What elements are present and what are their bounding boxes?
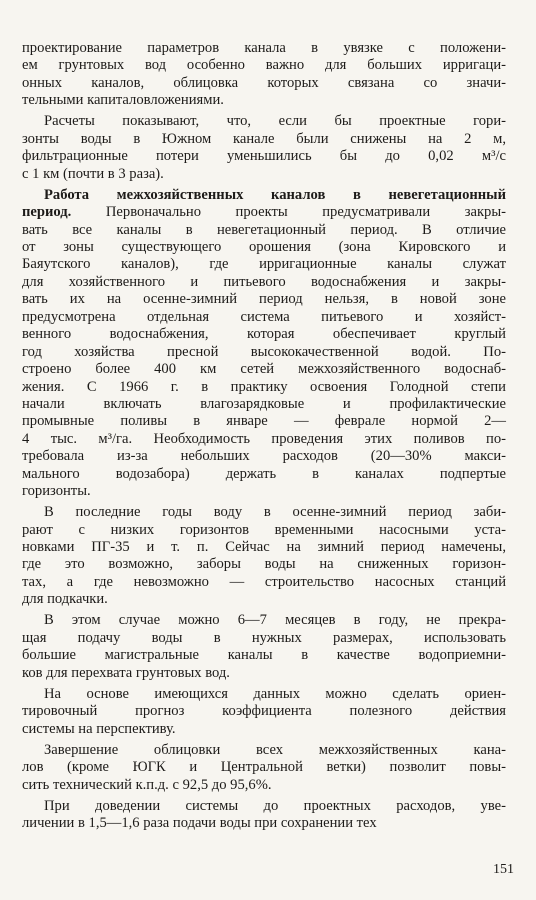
- text-line: горизонты.: [22, 483, 91, 500]
- text-line: личении в 1,5—1,6 раза подачи воды при сохранении тех: [22, 814, 377, 831]
- text-line: мального водозабора) держать в каналах подпертые: [22, 465, 506, 482]
- text-line: [22, 204, 506, 221]
- paragraph-p3: [22, 187, 506, 501]
- text-line: где это возможно, заборы воды на сниженных горизон-: [22, 556, 506, 573]
- text-line: с 1 км (почти в 3 раза).: [22, 165, 164, 182]
- text-line: тировочный прогноз коэффициента полезного действия: [22, 703, 506, 720]
- text-line: от зоны существующего орошения (зона Кировского и: [22, 239, 506, 255]
- text-line: предусмотрена отдельная система питьевого и хозяйст-: [22, 308, 506, 325]
- text-line: онных каналов, облицовка которых связана со значи-: [22, 74, 506, 91]
- text-line: щая подачу воды в нужных размерах, использовать: [22, 629, 506, 646]
- paragraph-p6: [22, 686, 506, 738]
- paragraph-p4: [22, 504, 506, 609]
- text-line: жения. С 1966 г. в практику освоения Голодной степи: [22, 378, 506, 395]
- text-line: ков для перехвата грунтовых вод.: [22, 664, 230, 681]
- paragraph-p7: [22, 742, 506, 794]
- text-line: На основе имеющихся данных можно сделать ориен-: [44, 685, 506, 702]
- paragraph-p8: [22, 798, 506, 833]
- text-line: В последние годы воду в осенне-зимний период заби-: [44, 504, 506, 521]
- text-line: начали включать влагозарядковые и профилактические: [22, 395, 506, 412]
- text-line: зонты воды в Южном канале были снижены на 2 м,: [22, 130, 506, 147]
- text-line: При доведении системы до проектных расходов, уве-: [44, 797, 506, 814]
- text-line: ем грунтовых вод особенно важно для больших ирригаци-: [22, 57, 506, 74]
- text-line: сить технический к.п.д. с 92,5 до 95,6%.: [22, 776, 272, 793]
- text-line: фильтрационные потери уменьшились бы до 0,02 м³/с: [22, 148, 506, 165]
- paragraph-p5: [22, 612, 506, 682]
- text-line: год хозяйства пресной высококачественной водой. По-: [22, 343, 506, 360]
- paragraph-p2: [22, 113, 506, 183]
- text-line: тах, а где невозможно — строительство насосных станций: [22, 573, 506, 590]
- text-line: большие магистральные каналы в качестве водоприемни-: [22, 647, 506, 664]
- text-line: вать все каналы в невегетационный период. В отличие: [22, 221, 506, 238]
- text-line: В этом случае можно 6—7 месяцев в году, не прекра-: [44, 612, 506, 629]
- text-line: для хозяйственного и питьевого водоснабжения и закры-: [22, 273, 506, 290]
- text-line: лов (кроме ЮГК и Центральной ветки) позволит повы-: [22, 759, 506, 776]
- text-line: [22, 187, 506, 204]
- text-line: рают с низких горизонтов временными насосными уста-: [22, 521, 506, 538]
- text-line: промывные поливы в январе — феврале нормой 2—: [22, 413, 506, 430]
- text-line: новками ПГ-35 и т. п. Сейчас на зимний период намечены,: [22, 539, 506, 556]
- text-line: тельными капиталовложениями.: [22, 92, 224, 109]
- text-line: Расчеты показывают, что, если бы проектные гори-: [44, 113, 506, 130]
- text-line: проектирование параметров канала в увязке с положени-: [22, 40, 506, 56]
- text-line: вать их на осенне-зимний период нельзя, в новой зоне: [22, 291, 506, 308]
- text-line: 4 тыс. м³/га. Необходимость проведения этих поливов по-: [22, 430, 506, 447]
- text-line: требовала из-за небольших расходов (20—30% макси-: [22, 448, 506, 465]
- text-line: строено более 400 км сетей межхозяйственного водоснаб-: [22, 361, 506, 378]
- text-line: системы на перспективу.: [22, 720, 176, 737]
- section-heading-text: Работа межхозяйственных каналов в невегетационный: [44, 186, 506, 203]
- page-number: 151: [493, 862, 514, 877]
- text-line: для подкачки.: [22, 591, 108, 608]
- section-heading-text: период.: [22, 204, 72, 221]
- text-line: Завершение облицовки всех межхозяйственных кана-: [44, 741, 506, 758]
- text-line: Баяутского каналов), где ирригационные каналы служат: [22, 256, 506, 273]
- text-segment: Первоначально проекты предусматривали закры-: [71, 204, 506, 221]
- paragraph-p1: [22, 40, 506, 110]
- body-text: [22, 40, 506, 832]
- text-line: венного водоснабжения, которая обеспечивает круглый: [22, 326, 506, 343]
